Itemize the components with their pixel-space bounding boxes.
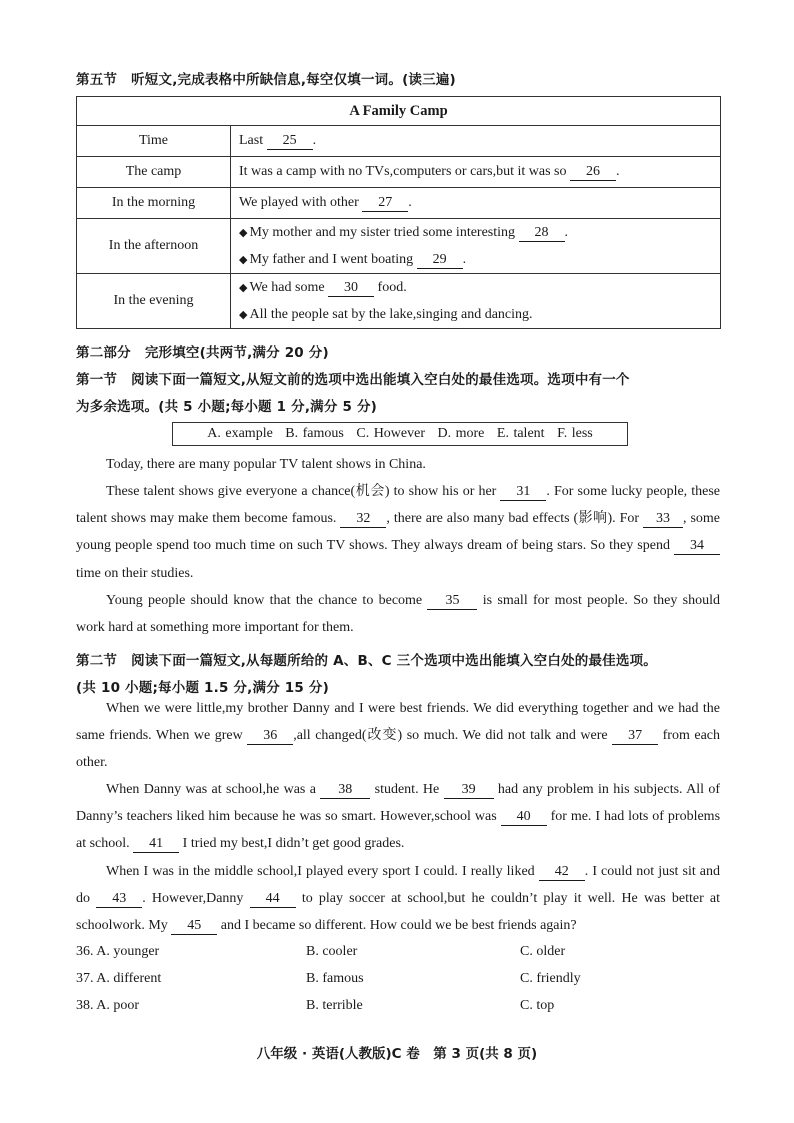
passage-text: When Danny was at school,he was a [106, 782, 316, 797]
option-e: E. talent [496, 426, 545, 441]
options-box [172, 422, 628, 446]
row-text: My father and I went boating [249, 252, 414, 267]
answer-blank-26[interactable]: 26 [570, 164, 616, 181]
row-text: . [616, 163, 620, 179]
row-label: In the evening [77, 274, 231, 329]
diamond-bullet-icon: ◆ [239, 308, 248, 321]
option-f: F. less [557, 426, 593, 441]
section5-number: 第五节 [76, 72, 118, 88]
row-content [231, 188, 721, 219]
passage-text: I tried my best,I didn’t get good grades. [182, 836, 405, 852]
row-text: All the people sat by the lake,singing and dancing. [249, 307, 533, 322]
row-label: Time [77, 126, 231, 157]
option-c: C. However [356, 426, 426, 441]
passage-text: to play soccer at school,but he couldn’t play it well. He was better at schoolwork. My [76, 891, 721, 934]
family-camp-table [76, 96, 721, 329]
table-row [77, 188, 721, 219]
passage-text: When we were little,my brother Danny and I were best friends. We did everything together and we had the same friends. When we grew [76, 701, 720, 744]
sec1-instruction-line1: 阅读下面一篇短文,从短文前的选项中选出能填入空白处的最佳选项。选项中有一个 [131, 372, 630, 388]
sec1-number: 第一节 [76, 372, 118, 388]
passage-text: . For some lucky people, these talent shows may make them become famous. [76, 484, 721, 527]
answer-blank-35[interactable]: 35 [427, 593, 477, 610]
passage-text: for me. I had lots of problems at school. [76, 809, 721, 852]
passage-text: , there are also many bad effects (影响). For [386, 511, 640, 527]
choice-a[interactable]: 38. A. poor [76, 998, 139, 1013]
passage-text: When I was in the middle school,I played every sport I could. I really liked [106, 864, 535, 879]
question-row-36 [76, 944, 720, 964]
page-footer: 八年级 · 英语(人教版)C 卷 第 3 页(共 8 页) [256, 1046, 538, 1062]
section5-instruction: 听短文,完成表格中所缺信息,每空仅填一词。(读三遍) [131, 72, 456, 88]
diamond-bullet-icon: ◆ [239, 281, 248, 294]
passage-text: Young people should know that the chance to become [106, 593, 423, 608]
answer-blank-33[interactable]: 33 [643, 511, 683, 528]
passage1-paragraph3 [76, 587, 720, 641]
table-row [77, 157, 721, 188]
row-text: My mother and my sister tried some interesting [249, 225, 516, 240]
choice-c[interactable]: C. older [520, 944, 566, 959]
table-row [77, 274, 721, 329]
choice-a[interactable]: 36. A. younger [76, 944, 160, 959]
passage-text: , some young people spend too much time on such TV shows. They always dream of being stars. So they spend [76, 511, 721, 554]
passage-text: had any problem in his subjects. All of Danny’s teachers liked him because he was so smart. However,school was [76, 782, 721, 825]
row-text: . [312, 132, 317, 148]
answer-blank-39[interactable]: 39 [444, 782, 494, 799]
answer-blank-42[interactable]: 42 [539, 864, 585, 881]
question-row-38 [76, 998, 720, 1018]
answer-blank-25[interactable]: 25 [267, 133, 313, 150]
bullet-line [239, 301, 712, 328]
option-b: B. famous [285, 426, 344, 441]
answer-blank-45[interactable]: 45 [171, 918, 217, 935]
passage-text: student. He [374, 782, 440, 797]
answer-blank-28[interactable]: 28 [519, 225, 565, 242]
table-row [77, 219, 721, 274]
option-d: D. more [437, 426, 485, 441]
passage1-paragraph2 [76, 478, 720, 587]
choice-c[interactable]: C. friendly [520, 971, 581, 986]
diamond-bullet-icon: ◆ [239, 253, 248, 266]
choice-b[interactable]: B. terrible [306, 998, 363, 1013]
choice-a[interactable]: 37. A. different [76, 971, 162, 986]
passage-text: is small for most people. So they should work hard at something more important for them. [76, 593, 721, 636]
answer-blank-41[interactable]: 41 [133, 836, 179, 853]
choice-c[interactable]: C. top [520, 998, 555, 1013]
passage2-paragraph1 [76, 695, 720, 777]
bullet-line [239, 219, 712, 246]
passage1-paragraph1: Today, there are many popular TV talent shows in China. [106, 457, 426, 472]
choice-b[interactable]: B. cooler [306, 944, 358, 959]
answer-blank-29[interactable]: 29 [417, 252, 463, 269]
row-text: It was a camp with no TVs,computers or cars,but it was so [239, 163, 567, 179]
table-title: A Family Camp [77, 97, 721, 126]
bullet-line [239, 246, 712, 273]
row-content [231, 126, 721, 157]
row-content [231, 274, 721, 329]
passage-text: and I became so different. How could we be best friends again? [220, 918, 577, 934]
passage2-paragraph3 [76, 858, 720, 940]
answer-blank-27[interactable]: 27 [362, 195, 408, 212]
row-text: . [564, 225, 569, 240]
answer-blank-34[interactable]: 34 [674, 538, 720, 555]
row-text: We played with other [239, 194, 359, 210]
answer-blank-30[interactable]: 30 [328, 280, 374, 297]
answer-blank-43[interactable]: 43 [96, 891, 142, 908]
diamond-bullet-icon: ◆ [239, 226, 248, 239]
sec2-instruction-line2: (共 10 小题;每小题 1.5 分,满分 15 分) [76, 680, 329, 696]
row-text: food. [377, 280, 407, 295]
row-content [231, 157, 721, 188]
choice-b[interactable]: B. famous [306, 971, 364, 986]
answer-blank-44[interactable]: 44 [250, 891, 296, 908]
answer-blank-38[interactable]: 38 [320, 782, 370, 799]
sec2-instruction-line1: 阅读下面一篇短文,从每题所给的 A、B、C 三个选项中选出能填入空白处的最佳选项。 [131, 653, 657, 669]
row-text: . [462, 252, 467, 267]
row-text: We had some [249, 280, 325, 295]
answer-blank-40[interactable]: 40 [501, 809, 547, 826]
part2-title: 完形填空(共两节,满分 20 分) [144, 345, 329, 361]
option-a: A. example [207, 426, 273, 441]
passage-text: time on their studies. [76, 565, 194, 581]
bullet-line [239, 274, 712, 301]
sec2-number: 第二节 [76, 653, 118, 669]
answer-blank-32[interactable]: 32 [340, 511, 386, 528]
row-label: In the afternoon [77, 219, 231, 274]
answer-blank-31[interactable]: 31 [500, 484, 546, 501]
sec1-instruction-line2: 为多余选项。(共 5 小题;每小题 1 分,满分 5 分) [76, 399, 378, 415]
row-text: Last [239, 132, 264, 148]
part2-heading [76, 341, 329, 361]
row-text: . [408, 194, 412, 210]
part2-number: 第二部分 [76, 345, 131, 361]
row-content [231, 219, 721, 274]
row-label: In the morning [77, 188, 231, 219]
table-row [77, 126, 721, 157]
passage2-paragraph2 [76, 776, 720, 858]
passage-text: These talent shows give everyone a chance(机会) to show his or her [106, 484, 497, 499]
part2-sec2-heading [76, 649, 657, 669]
row-label: The camp [77, 157, 231, 188]
passage-text: . However,Danny [142, 891, 244, 907]
part2-sec1-heading [76, 368, 630, 388]
section5-heading [76, 68, 456, 88]
passage-text: from each other. [76, 728, 721, 771]
answer-blank-37[interactable]: 37 [612, 728, 658, 745]
passage-text: ,all changed(改变) so much. We did not talk and were [293, 728, 608, 744]
question-row-37 [76, 971, 720, 991]
answer-blank-36[interactable]: 36 [247, 728, 293, 745]
passage-text: . I could not just sit and do [76, 864, 721, 907]
